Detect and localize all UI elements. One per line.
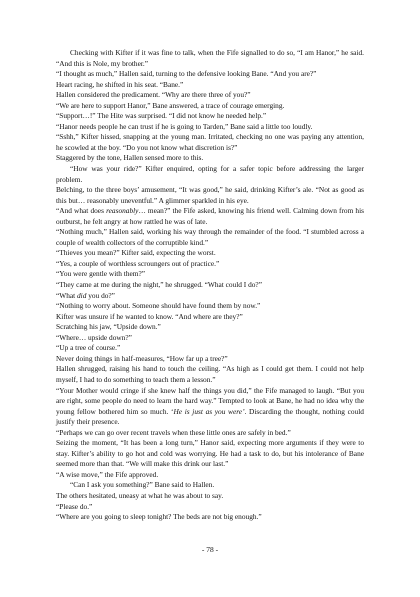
text-run: Staggered by the tone, Hallen sensed more to this. [56, 153, 204, 163]
paragraph [56, 248, 364, 259]
paragraph [56, 512, 364, 523]
text-run: Belching, to the three boys’ amusement, “It was good,” he said, drinking Kifter’s ale. “Not as good as this but… reasonably uneventful.” A glimmer sparkled in his eye. [56, 185, 364, 205]
paragraph [56, 428, 364, 439]
paragraph [56, 301, 364, 312]
text-run: “We are here to support Hanor,” Bane answered, a trace of courage emerging. [56, 100, 285, 110]
text-run: … mean?” the Fife asked, knowing his friend well. Calming down from his outburst, he felt angry at how rattled he was of late. [56, 206, 365, 226]
text-run: Hallen considered the predicament. “Why are there three of you?” [56, 90, 251, 100]
text-run: “Nothing much,” Hallen said, working his way through the remainder of the food. “I stumbled across a couple of wealth collectors of the corruptible kind.” [56, 227, 364, 247]
text-run: “Perhaps we can go over recent travels when these little ones are safely in bed.” [56, 427, 291, 437]
text-run: Never doing things in half-measures, “How far up a tree?” [56, 353, 228, 363]
paragraph [56, 259, 364, 270]
text-run: Seizing the moment, “It has been a long turn,” Hanor said, expecting more arguments if they were to stay. Kifter’s ability to go hot and cold was worrying. He had a task to do, but his intolerance of Bane seemed more than that. “We will make this drink our last.” [56, 438, 364, 469]
paragraph [56, 48, 364, 69]
text-run: “Hanor needs people he can trust if he is going to Tarden,” Bane said a little too loudly. [56, 121, 313, 131]
paragraph [56, 354, 364, 365]
paragraph [56, 164, 364, 185]
text-run: “How was your ride?” Kifter enquired, opting for a safer topic before addressing the larger problem. [56, 164, 364, 184]
paragraph [56, 90, 364, 101]
paragraph [56, 80, 364, 91]
paragraph [56, 364, 364, 385]
text-run: “Yes, a couple of worthless scroungers out of practice.” [56, 258, 220, 268]
paragraph [56, 185, 364, 206]
paragraph [56, 470, 364, 481]
text-run: “Can I ask you something?” Bane said to Hallen. [70, 480, 215, 490]
paragraph [56, 312, 364, 323]
paragraph [56, 333, 364, 344]
text-run: Scratching his jaw, “Upside down.” [56, 322, 161, 332]
text-run: “A wise move,” the Fife approved. [56, 469, 159, 479]
paragraph [56, 101, 364, 112]
text-run: “And what does [56, 206, 107, 216]
paragraph [56, 111, 364, 122]
page-body [56, 48, 364, 523]
text-run: Checking with Kifter if it was fine to talk, when the Fife signalled to do so, “I am Hanor,” he said. “And this is Nole, my brother.” [56, 48, 364, 68]
paragraph [56, 386, 364, 428]
paragraph [56, 491, 364, 502]
paragraph [56, 206, 364, 227]
paragraph [56, 502, 364, 513]
text-run: Kifter was unsure if he wanted to know. “And where are they?” [56, 311, 243, 321]
text-run: Hallen shrugged, raising his hand to touch the ceiling. “As high as I could get them. I could not help myself, I had to do something to teach them a lesson.” [56, 364, 364, 384]
paragraph [56, 480, 364, 491]
page-number: - 78 - [201, 545, 219, 554]
text-run: “I thought as much,” Hallen said, turning to the defensive looking Bane. “And you are?” [56, 69, 317, 79]
text-run: “Thieves you mean?” Kifter said, expecting the worst. [56, 248, 216, 258]
paragraph [56, 69, 364, 80]
text-run: . Discarding the thought, nothing could justify their presence. [56, 406, 364, 427]
text-run: The others hesitated, uneasy at what he was about to say. [56, 490, 224, 500]
text-run: you do?” [86, 290, 115, 300]
paragraph [56, 227, 364, 248]
italic-text: reasonably [106, 206, 139, 216]
text-run: “You were gentle with them?” [56, 269, 145, 279]
text-run: Heart racing, he shifted in his seat. “Bane.” [56, 79, 184, 89]
text-run: “Your Mother would cringe if she knew half the things you did,” the Fife managed to laugh. “But you are right, some people do need to learn the hard way.” Tempted to look at Bane, he had no idea why the young fellow bothered him so much. ‘ [56, 385, 364, 416]
paragraph [56, 269, 364, 280]
text-run: “Please do.” [56, 501, 93, 511]
text-run: “Support…!” The Hite was surprised. “I did not know he needed help.” [56, 111, 267, 121]
paragraph [56, 438, 364, 470]
paragraph [56, 291, 364, 302]
text-run: “Sshh,” Kifter hissed, snapping at the young man. Irritated, checking no one was paying any attention, he scowled at the boy. “Do you not know what discretion is?” [56, 132, 364, 152]
text-run: “Where are you going to sleep tonight? The beds are not big enough.” [56, 512, 262, 522]
text-run: “Nothing to worry about. Someone should have found them by now.” [56, 301, 261, 311]
italic-text: did [77, 290, 87, 300]
text-run: “Up a tree of course.” [56, 343, 121, 353]
text-run: “They came at me during the night,” he shrugged. “What could I do?” [56, 280, 262, 290]
italic-text: He is just as you were’ [173, 406, 245, 416]
paragraph [56, 122, 364, 133]
text-run: “Where… upside down?” [56, 332, 132, 342]
text-run: “What [56, 290, 77, 300]
paragraph [56, 153, 364, 164]
paragraph [56, 322, 364, 333]
paragraph [56, 280, 364, 291]
paragraph [56, 343, 364, 354]
paragraph [56, 132, 364, 153]
